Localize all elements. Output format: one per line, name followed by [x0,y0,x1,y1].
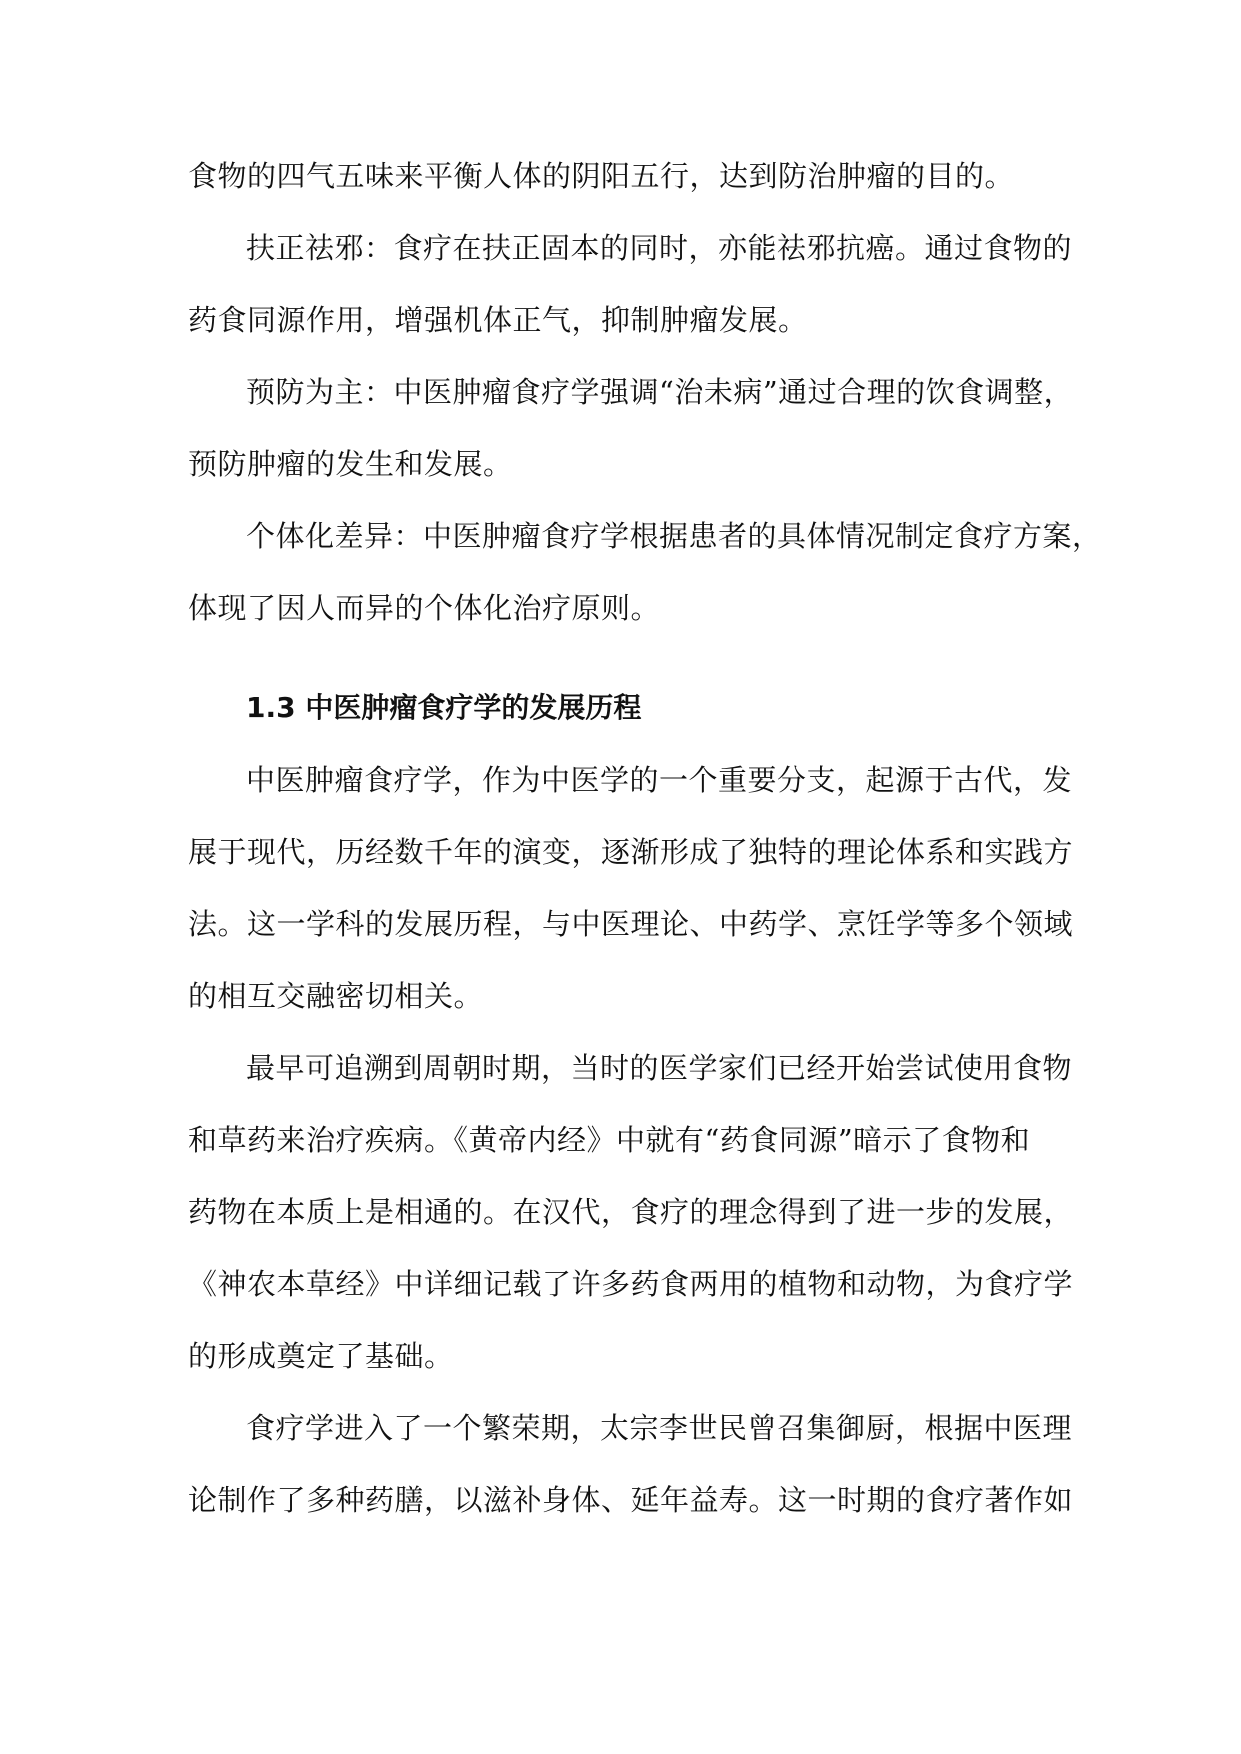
text-line: 扶正祛邪：食疗在扶正固本的同时，亦能祛邪抗癌。通过食物的 [246,231,1073,265]
text-line: 的相互交融密切相关。 [188,979,484,1013]
text-line: 食物的四气五味来平衡人体的阴阳五行，达到防治肿瘤的目的。 [188,159,1015,193]
text-line: 的形成奠定了基础。 [188,1339,454,1373]
paragraph-getihua-chayi [188,500,1102,644]
text-line: 展于现代，历经数千年的演变，逐渐形成了独特的理论体系和实践方 [188,835,1074,869]
text-line: 体现了因人而异的个体化治疗原则。 [188,591,661,625]
text-line: 药食同源作用，增强机体正气，抑制肿瘤发展。 [188,303,808,337]
text-line: 药物在本质上是相通的。在汉代，食疗的理念得到了进一步的发展， [188,1195,1074,1229]
section-heading: 1.3 中医肿瘤食疗学的发展历程 [246,691,642,724]
paragraph-fuzheng-quxie [188,212,1073,356]
paragraph-origins [188,1032,1074,1392]
paragraph-yufang-weizhu [188,356,1074,500]
text-line: 预防为主：中医肿瘤食疗学强调“治未病”通过合理的饮食调整， [246,375,1074,409]
text-line: 预防肿瘤的发生和发展。 [188,447,513,481]
text-line: 食疗学进入了一个繁荣期，太宗李世民曾召集御厨，根据中医理 [246,1411,1073,1445]
document-page [188,140,1102,1536]
text-line: 中医肿瘤食疗学，作为中医学的一个重要分支，起源于古代，发 [246,763,1073,797]
paragraph-intro [188,744,1074,1032]
text-line: 《神农本草经》中详细记载了许多药食两用的植物和动物，为食疗学 [188,1267,1074,1301]
paragraph-prosperity [188,1392,1074,1536]
text-line: 个体化差异：中医肿瘤食疗学根据患者的具体情况制定食疗方案， [246,519,1102,553]
text-line: 法。这一学科的发展历程，与中医理论、中药学、烹饪学等多个领域 [188,907,1074,941]
text-line: 论制作了多种药膳，以滋补身体、延年益寿。这一时期的食疗著作如 [188,1483,1074,1517]
paragraph-continuation [188,140,1056,212]
text-line: 最早可追溯到周朝时期，当时的医学家们已经开始尝试使用食物 [246,1051,1073,1085]
text-line: 和草药来治疗疾病。《黄帝内经》中就有“药食同源”暗示了食物和 [188,1123,1031,1157]
